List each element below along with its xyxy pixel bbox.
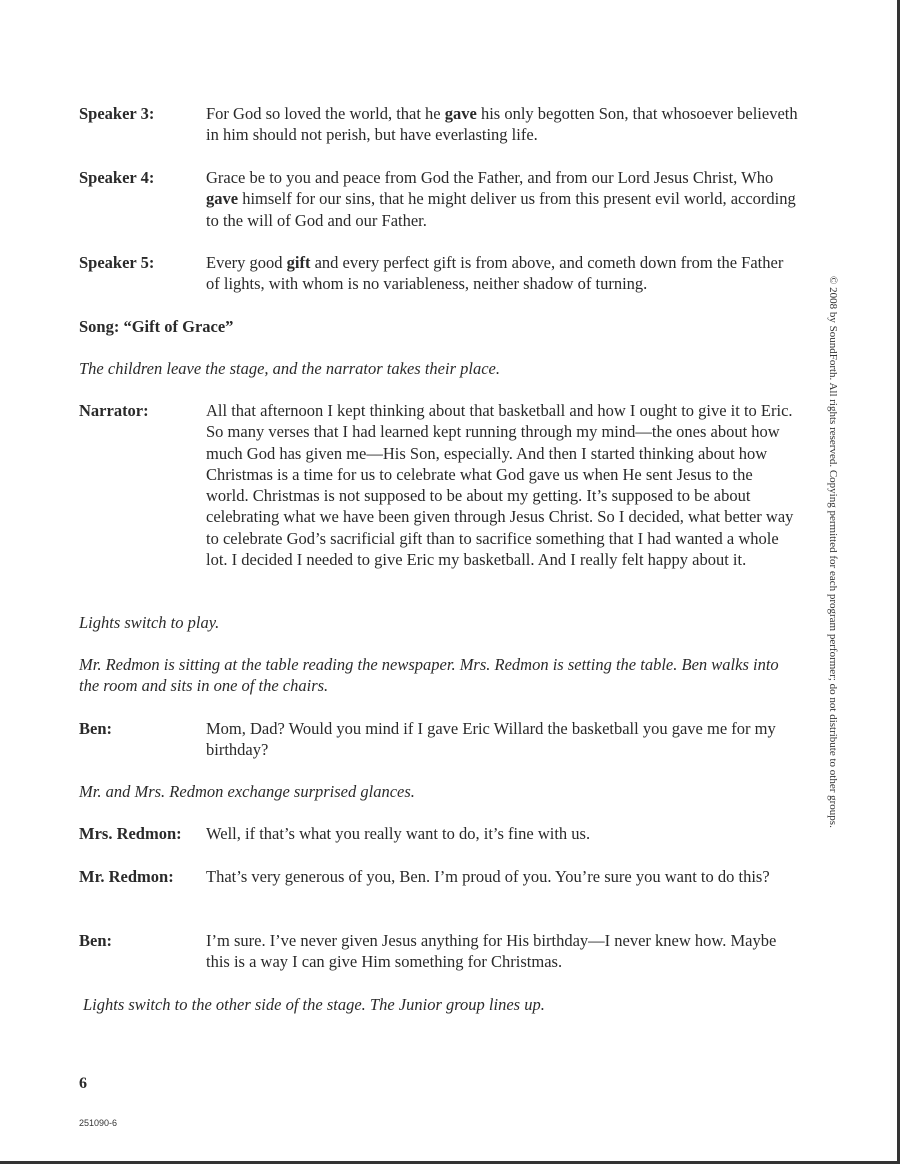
speaker-line: For God so loved the world, that he gave his only begotten Son, that whosoever believeth in him should not perish, but have everlasting life. bbox=[206, 104, 798, 145]
speaker-name: Speaker 4: bbox=[79, 168, 155, 187]
speaker-name: Ben: bbox=[79, 931, 112, 950]
dialogue-speaker-3 bbox=[79, 103, 799, 146]
dialogue-narrator bbox=[79, 400, 799, 570]
dialogue-ben bbox=[79, 718, 799, 761]
speaker-name: Mrs. Redmon: bbox=[79, 824, 182, 843]
speaker-line: I’m sure. I’ve never given Jesus anything for His birthday—I never knew how. Maybe this is a way I can give Him something for Christmas. bbox=[206, 931, 777, 972]
stage-direction: The children leave the stage, and the narrator takes their place. bbox=[79, 359, 500, 378]
speaker-name: Speaker 3: bbox=[79, 104, 155, 123]
speaker-name: Mr. Redmon: bbox=[79, 867, 174, 886]
emphasis: gift bbox=[286, 253, 311, 272]
speaker-line: All that afternoon I kept thinking about that basketball and how I ought to give it to Eric. So many verses that I had learned kept running through my mind—the ones about how much God has given me—His Son, especially. And then I started thinking about how Christmas is a time for us to celebrate what God gave us when He sent Jesus to the world. Christmas is not supposed to be about my getting. It’s supposed to be about celebrating what we have been given through Jesus Christ. So I decided, what better way to celebrate God’s sacrificial gift than to sacrifice something that I had wanted a whole lot. I decided I needed to give Eric my basketball. And I really felt happy about it. bbox=[206, 401, 794, 570]
dialogue-ben bbox=[79, 930, 799, 973]
stage-direction: Lights switch to play. bbox=[79, 613, 220, 632]
speaker-name: Ben: bbox=[79, 719, 112, 738]
dialogue-speaker-5 bbox=[79, 252, 799, 295]
dialogue-mr-redmon bbox=[79, 866, 799, 887]
product-code: 251090-6 bbox=[79, 1118, 118, 1128]
copyright-notice: © 2008 by SoundForth. All rights reserved. Copying permitted for each program performer; do not distribute to other groups. bbox=[827, 276, 839, 828]
stage-direction: Mr. and Mrs. Redmon exchange surprised glances. bbox=[79, 782, 415, 801]
dialogue-mrs-redmon bbox=[79, 823, 799, 844]
emphasis: gave bbox=[206, 189, 239, 209]
page-number: 6 bbox=[79, 1075, 87, 1092]
stage-direction: Lights switch to the other side of the stage. The Junior group lines up. bbox=[83, 995, 545, 1014]
dialogue-speaker-4 bbox=[79, 167, 799, 231]
speaker-name: Narrator: bbox=[79, 401, 149, 420]
speaker-line: That’s very generous of you, Ben. I’m proud of you. You’re sure you want to do this? bbox=[206, 867, 770, 886]
speaker-line: Every good gift and every perfect gift is from above, and cometh down from the Father of lights, with whom is no variableness, neither shadow of turning. bbox=[206, 253, 784, 294]
speaker-line: Well, if that’s what you really want to do, it’s fine with us. bbox=[206, 824, 591, 843]
speaker-line: Grace be to you and peace from God the Father, and from our Lord Jesus Christ, Who gave himself for our sins, that he might deliver us from this present evil world, according to the will of God and our Father. bbox=[206, 168, 796, 230]
stage-direction: Mr. Redmon is sitting at the table reading the newspaper. Mrs. Redmon is setting the table. Ben walks into the room and sits in one of the chairs. bbox=[79, 655, 779, 696]
song-title: Song: “Gift of Grace” bbox=[79, 317, 234, 336]
speaker-line: Mom, Dad? Would you mind if I gave Eric Willard the basketball you gave me for my birthday? bbox=[206, 719, 776, 760]
speaker-name: Speaker 5: bbox=[79, 253, 155, 272]
emphasis: gave bbox=[444, 104, 477, 123]
